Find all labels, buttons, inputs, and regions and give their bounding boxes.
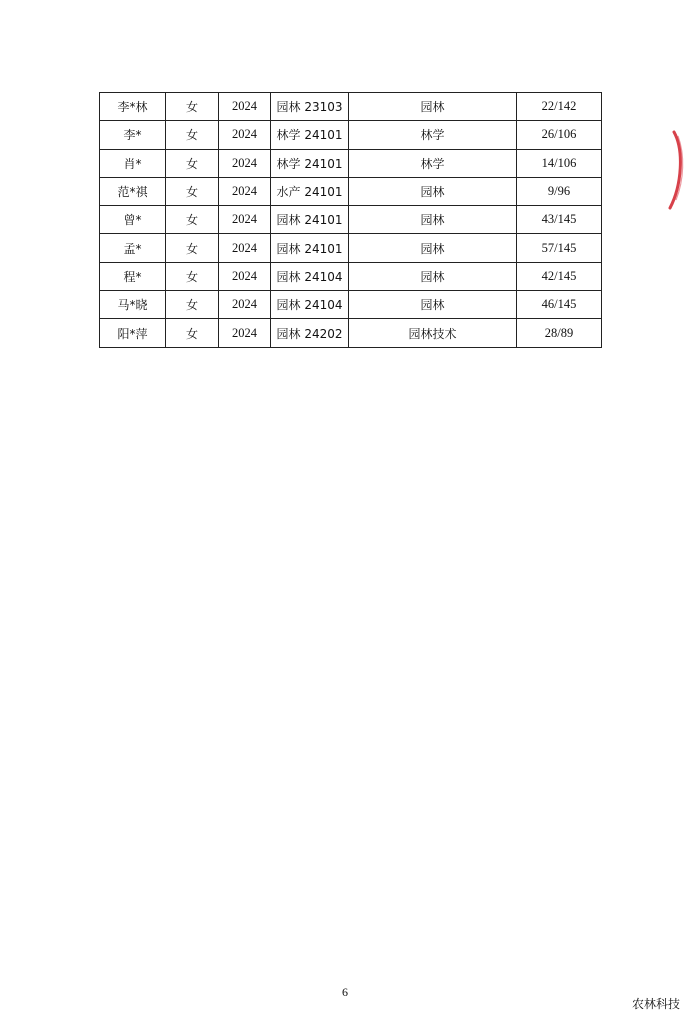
- table-row: [100, 149, 602, 177]
- class-name: 园林 24202: [271, 319, 349, 347]
- table-row: [100, 291, 602, 319]
- rank: 22/142: [517, 93, 602, 121]
- gender: 女: [166, 291, 219, 319]
- rank: 26/106: [517, 121, 602, 149]
- table-row: [100, 234, 602, 262]
- gender: 女: [166, 93, 219, 121]
- enroll-year: 2024: [219, 291, 271, 319]
- student-name: 阳*萍: [100, 319, 166, 347]
- rank: 43/145: [517, 206, 602, 234]
- rank: 14/106: [517, 149, 602, 177]
- student-table: [99, 92, 602, 348]
- gender: 女: [166, 149, 219, 177]
- student-name: 曾*: [100, 206, 166, 234]
- gender: 女: [166, 234, 219, 262]
- enroll-year: 2024: [219, 93, 271, 121]
- student-name: 李*: [100, 121, 166, 149]
- gender: 女: [166, 121, 219, 149]
- gender: 女: [166, 262, 219, 290]
- class-name: 园林 24104: [271, 262, 349, 290]
- rank: 9/96: [517, 177, 602, 205]
- student-name: 孟*: [100, 234, 166, 262]
- table-row: [100, 121, 602, 149]
- class-name: 园林 24101: [271, 206, 349, 234]
- major: 园林: [349, 177, 517, 205]
- class-name: 林学 24101: [271, 149, 349, 177]
- enroll-year: 2024: [219, 319, 271, 347]
- major: 园林: [349, 234, 517, 262]
- table-row: [100, 319, 602, 347]
- major: 林学: [349, 149, 517, 177]
- rank: 42/145: [517, 262, 602, 290]
- major: 园林技术: [349, 319, 517, 347]
- major: 园林: [349, 262, 517, 290]
- table-row: [100, 93, 602, 121]
- student-name: 程*: [100, 262, 166, 290]
- enroll-year: 2024: [219, 234, 271, 262]
- class-name: 园林 23103: [271, 93, 349, 121]
- class-name: 园林 24101: [271, 234, 349, 262]
- table-row: [100, 262, 602, 290]
- student-name: 李*林: [100, 93, 166, 121]
- enroll-year: 2024: [219, 177, 271, 205]
- gender: 女: [166, 206, 219, 234]
- gender: 女: [166, 177, 219, 205]
- rank: 28/89: [517, 319, 602, 347]
- rank: 57/145: [517, 234, 602, 262]
- major: 园林: [349, 291, 517, 319]
- major: 园林: [349, 206, 517, 234]
- class-name: 园林 24104: [271, 291, 349, 319]
- gender: 女: [166, 319, 219, 347]
- page-number: 6: [342, 985, 348, 999]
- student-name: 范*祺: [100, 177, 166, 205]
- enroll-year: 2024: [219, 262, 271, 290]
- class-name: 水产 24101: [271, 177, 349, 205]
- enroll-year: 2024: [219, 121, 271, 149]
- student-name: 肖*: [100, 149, 166, 177]
- major: 林学: [349, 121, 517, 149]
- enroll-year: 2024: [219, 149, 271, 177]
- enroll-year: 2024: [219, 206, 271, 234]
- watermark-text: 农林科技: [631, 997, 680, 1011]
- major: 园林: [349, 93, 517, 121]
- seal-edge-mark: [664, 130, 688, 210]
- table-row: [100, 177, 602, 205]
- class-name: 林学 24101: [271, 121, 349, 149]
- table-row: [100, 206, 602, 234]
- student-name: 马*晓: [100, 291, 166, 319]
- rank: 46/145: [517, 291, 602, 319]
